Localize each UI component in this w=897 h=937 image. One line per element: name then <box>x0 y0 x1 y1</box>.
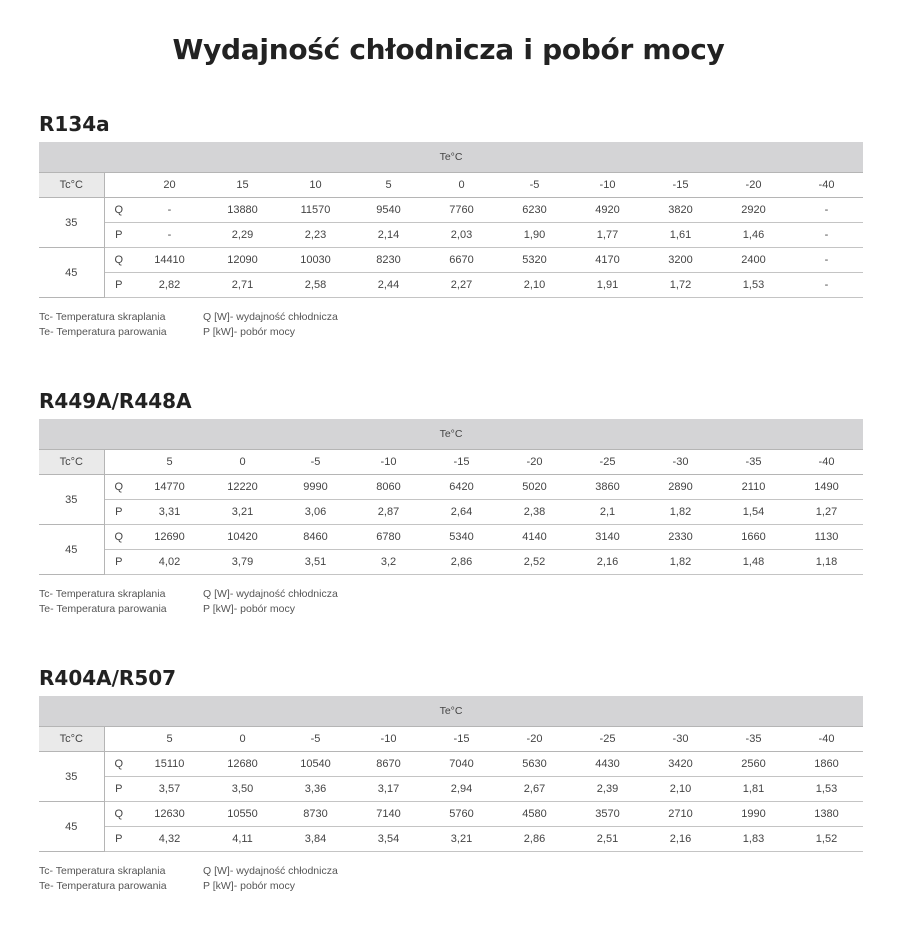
legend-te: Te- Temperatura parowania <box>39 880 167 892</box>
p-value-cell: 3,84 <box>279 827 352 852</box>
te-header-row <box>39 419 863 450</box>
p-label-cell: P <box>104 777 133 802</box>
blank-cell <box>104 450 133 475</box>
te-value-cell: 0 <box>206 450 279 475</box>
table-row <box>39 248 863 273</box>
q-value-cell: 14410 <box>133 248 206 273</box>
p-value-cell: 3,17 <box>352 777 425 802</box>
p-value-cell: 3,79 <box>206 550 279 575</box>
section-title: R404A/R507 <box>39 666 177 690</box>
p-value-cell: 3,57 <box>133 777 206 802</box>
table-row <box>39 525 863 550</box>
p-value-cell: 2,38 <box>498 500 571 525</box>
legend <box>39 587 863 617</box>
p-value-cell: - <box>790 223 863 248</box>
p-value-cell: 2,51 <box>571 827 644 852</box>
p-value-cell: 3,21 <box>206 500 279 525</box>
p-value-cell: 1,48 <box>717 550 790 575</box>
p-value-cell: 3,31 <box>133 500 206 525</box>
q-value-cell: 1860 <box>790 752 863 777</box>
q-value-cell: 1380 <box>790 802 863 827</box>
q-value-cell: 9990 <box>279 475 352 500</box>
q-label-cell: Q <box>104 752 133 777</box>
p-value-cell: 2,10 <box>498 273 571 298</box>
q-value-cell: 2560 <box>717 752 790 777</box>
section-title: R134a <box>39 112 110 136</box>
te-value-cell: -5 <box>279 450 352 475</box>
legend-p: P [kW]- pobór mocy <box>203 603 295 615</box>
p-label-cell: P <box>104 223 133 248</box>
q-value-cell: - <box>790 248 863 273</box>
te-value-cell: -10 <box>352 450 425 475</box>
q-value-cell: 2330 <box>644 525 717 550</box>
table-row <box>39 223 863 248</box>
q-value-cell: 3860 <box>571 475 644 500</box>
te-value-cell: -15 <box>425 450 498 475</box>
legend-p: P [kW]- pobór mocy <box>203 326 295 338</box>
tc-value-cell: 35 <box>39 475 104 525</box>
legend-te: Te- Temperatura parowania <box>39 603 167 615</box>
te-values-row <box>39 173 863 198</box>
p-value-cell: 1,82 <box>644 550 717 575</box>
p-value-cell: 3,51 <box>279 550 352 575</box>
te-value-cell: 5 <box>133 450 206 475</box>
legend-p: P [kW]- pobór mocy <box>203 880 295 892</box>
q-value-cell: 4140 <box>498 525 571 550</box>
q-value-cell: 3420 <box>644 752 717 777</box>
tc-header-label: Tc°C <box>39 450 104 475</box>
table-row <box>39 550 863 575</box>
q-value-cell: 12090 <box>206 248 279 273</box>
p-value-cell: 2,27 <box>425 273 498 298</box>
p-value-cell: 1,61 <box>644 223 717 248</box>
te-value-cell: -25 <box>571 727 644 752</box>
q-value-cell: 5760 <box>425 802 498 827</box>
p-value-cell: 3,54 <box>352 827 425 852</box>
te-value-cell: -20 <box>717 173 790 198</box>
q-label-cell: Q <box>104 248 133 273</box>
tc-value-cell: 35 <box>39 198 104 248</box>
p-value-cell: 2,16 <box>644 827 717 852</box>
q-value-cell: 13880 <box>206 198 279 223</box>
p-value-cell: 4,32 <box>133 827 206 852</box>
p-value-cell: 2,58 <box>279 273 352 298</box>
p-value-cell: 3,50 <box>206 777 279 802</box>
p-value-cell: 4,02 <box>133 550 206 575</box>
q-value-cell: - <box>133 198 206 223</box>
te-value-cell: -40 <box>790 173 863 198</box>
tc-value-cell: 45 <box>39 248 104 298</box>
q-value-cell: 8730 <box>279 802 352 827</box>
p-value-cell: 2,67 <box>498 777 571 802</box>
refrigerant-section <box>39 666 863 894</box>
p-value-cell: 3,06 <box>279 500 352 525</box>
te-value-cell: -15 <box>644 173 717 198</box>
te-value-cell: -20 <box>498 450 571 475</box>
p-value-cell: 2,14 <box>352 223 425 248</box>
te-value-cell: -35 <box>717 450 790 475</box>
legend-tc: Tc- Temperatura skraplania <box>39 588 166 600</box>
te-header-label: Te°C <box>39 696 863 727</box>
q-label-cell: Q <box>104 802 133 827</box>
q-value-cell: 12220 <box>206 475 279 500</box>
p-value-cell: 4,11 <box>206 827 279 852</box>
te-value-cell: -25 <box>571 450 644 475</box>
refrigerant-section <box>39 112 863 340</box>
q-value-cell: 7140 <box>352 802 425 827</box>
p-value-cell: 2,10 <box>644 777 717 802</box>
section-title: R449A/R448A <box>39 389 192 413</box>
legend-tc: Tc- Temperatura skraplania <box>39 865 166 877</box>
q-value-cell: 6780 <box>352 525 425 550</box>
p-value-cell: 1,53 <box>790 777 863 802</box>
q-value-cell: 2400 <box>717 248 790 273</box>
legend <box>39 864 863 894</box>
p-value-cell: 1,90 <box>498 223 571 248</box>
te-value-cell: -30 <box>644 450 717 475</box>
p-value-cell: 2,86 <box>425 550 498 575</box>
te-header-row <box>39 696 863 727</box>
p-value-cell: 1,46 <box>717 223 790 248</box>
q-value-cell: 9540 <box>352 198 425 223</box>
q-value-cell: 10420 <box>206 525 279 550</box>
table-row <box>39 475 863 500</box>
te-value-cell: -40 <box>790 450 863 475</box>
te-values-row <box>39 727 863 752</box>
legend <box>39 310 863 340</box>
te-value-cell: 5 <box>352 173 425 198</box>
tc-value-cell: 45 <box>39 802 104 852</box>
q-value-cell: 10540 <box>279 752 352 777</box>
te-value-cell: -5 <box>279 727 352 752</box>
p-value-cell: 2,94 <box>425 777 498 802</box>
p-value-cell: 1,83 <box>717 827 790 852</box>
q-value-cell: 8230 <box>352 248 425 273</box>
q-value-cell: 7760 <box>425 198 498 223</box>
q-value-cell: 7040 <box>425 752 498 777</box>
q-value-cell: 12690 <box>133 525 206 550</box>
performance-table <box>39 419 863 575</box>
performance-table <box>39 142 863 298</box>
te-header-label: Te°C <box>39 419 863 450</box>
tc-value-cell: 45 <box>39 525 104 575</box>
legend-q: Q [W]- wydajność chłodnicza <box>203 311 338 323</box>
table-row <box>39 198 863 223</box>
q-value-cell: 15110 <box>133 752 206 777</box>
te-values-row <box>39 450 863 475</box>
p-label-cell: P <box>104 500 133 525</box>
te-value-cell: 15 <box>206 173 279 198</box>
p-value-cell: 3,36 <box>279 777 352 802</box>
q-value-cell: 1990 <box>717 802 790 827</box>
q-value-cell: 1490 <box>790 475 863 500</box>
p-value-cell: 1,91 <box>571 273 644 298</box>
q-label-cell: Q <box>104 198 133 223</box>
q-value-cell: 3820 <box>644 198 717 223</box>
p-value-cell: 2,39 <box>571 777 644 802</box>
q-value-cell: 6230 <box>498 198 571 223</box>
q-value-cell: 8060 <box>352 475 425 500</box>
table-row <box>39 802 863 827</box>
p-label-cell: P <box>104 827 133 852</box>
te-value-cell: -15 <box>425 727 498 752</box>
table-row <box>39 500 863 525</box>
p-value-cell: 1,77 <box>571 223 644 248</box>
p-value-cell: 3,2 <box>352 550 425 575</box>
p-value-cell: 2,82 <box>133 273 206 298</box>
refrigerant-section <box>39 389 863 617</box>
q-label-cell: Q <box>104 475 133 500</box>
blank-cell <box>104 727 133 752</box>
q-value-cell: 1130 <box>790 525 863 550</box>
p-value-cell: 1,54 <box>717 500 790 525</box>
p-value-cell: 2,44 <box>352 273 425 298</box>
legend-te: Te- Temperatura parowania <box>39 326 167 338</box>
q-value-cell: 5020 <box>498 475 571 500</box>
q-value-cell: 10030 <box>279 248 352 273</box>
p-label-cell: P <box>104 550 133 575</box>
q-value-cell: 8460 <box>279 525 352 550</box>
q-value-cell: 1660 <box>717 525 790 550</box>
te-value-cell: -35 <box>717 727 790 752</box>
te-value-cell: 0 <box>425 173 498 198</box>
te-header-label: Te°C <box>39 142 863 173</box>
te-value-cell: -5 <box>498 173 571 198</box>
p-value-cell: 1,82 <box>644 500 717 525</box>
q-value-cell: 12630 <box>133 802 206 827</box>
tc-value-cell: 35 <box>39 752 104 802</box>
p-value-cell: 2,03 <box>425 223 498 248</box>
q-value-cell: - <box>790 198 863 223</box>
te-value-cell: -30 <box>644 727 717 752</box>
page-title: Wydajność chłodnicza i pobór mocy <box>172 33 725 66</box>
q-value-cell: 4430 <box>571 752 644 777</box>
te-value-cell: -10 <box>352 727 425 752</box>
q-value-cell: 5630 <box>498 752 571 777</box>
p-value-cell: 1,81 <box>717 777 790 802</box>
p-value-cell: - <box>790 273 863 298</box>
te-value-cell: -20 <box>498 727 571 752</box>
q-value-cell: 6420 <box>425 475 498 500</box>
p-value-cell: 2,86 <box>498 827 571 852</box>
p-value-cell: 3,21 <box>425 827 498 852</box>
tc-header-label: Tc°C <box>39 173 104 198</box>
q-value-cell: 11570 <box>279 198 352 223</box>
p-value-cell: 2,1 <box>571 500 644 525</box>
q-value-cell: 4920 <box>571 198 644 223</box>
te-value-cell: 20 <box>133 173 206 198</box>
q-value-cell: 5320 <box>498 248 571 273</box>
q-value-cell: 6670 <box>425 248 498 273</box>
q-value-cell: 2710 <box>644 802 717 827</box>
q-value-cell: 5340 <box>425 525 498 550</box>
te-header-row <box>39 142 863 173</box>
p-value-cell: 1,72 <box>644 273 717 298</box>
p-value-cell: 2,16 <box>571 550 644 575</box>
p-value-cell: 2,29 <box>206 223 279 248</box>
blank-cell <box>104 173 133 198</box>
te-value-cell: 10 <box>279 173 352 198</box>
te-value-cell: -10 <box>571 173 644 198</box>
te-value-cell: 5 <box>133 727 206 752</box>
table-row <box>39 273 863 298</box>
p-value-cell: 1,53 <box>717 273 790 298</box>
table-row <box>39 777 863 802</box>
te-value-cell: -40 <box>790 727 863 752</box>
te-value-cell: 0 <box>206 727 279 752</box>
p-value-cell: 2,64 <box>425 500 498 525</box>
q-label-cell: Q <box>104 525 133 550</box>
q-value-cell: 8670 <box>352 752 425 777</box>
p-value-cell: 2,87 <box>352 500 425 525</box>
p-value-cell: 1,18 <box>790 550 863 575</box>
q-value-cell: 2890 <box>644 475 717 500</box>
q-value-cell: 3140 <box>571 525 644 550</box>
legend-tc: Tc- Temperatura skraplania <box>39 311 166 323</box>
p-value-cell: 2,23 <box>279 223 352 248</box>
legend-q: Q [W]- wydajność chłodnicza <box>203 865 338 877</box>
q-value-cell: 2920 <box>717 198 790 223</box>
tc-header-label: Tc°C <box>39 727 104 752</box>
performance-table <box>39 696 863 852</box>
p-label-cell: P <box>104 273 133 298</box>
q-value-cell: 4580 <box>498 802 571 827</box>
p-value-cell: 1,27 <box>790 500 863 525</box>
p-value-cell: 2,52 <box>498 550 571 575</box>
q-value-cell: 10550 <box>206 802 279 827</box>
p-value-cell: - <box>133 223 206 248</box>
p-value-cell: 1,52 <box>790 827 863 852</box>
q-value-cell: 4170 <box>571 248 644 273</box>
q-value-cell: 12680 <box>206 752 279 777</box>
table-row <box>39 827 863 852</box>
q-value-cell: 3570 <box>571 802 644 827</box>
p-value-cell: 2,71 <box>206 273 279 298</box>
q-value-cell: 3200 <box>644 248 717 273</box>
q-value-cell: 2110 <box>717 475 790 500</box>
q-value-cell: 14770 <box>133 475 206 500</box>
table-row <box>39 752 863 777</box>
legend-q: Q [W]- wydajność chłodnicza <box>203 588 338 600</box>
